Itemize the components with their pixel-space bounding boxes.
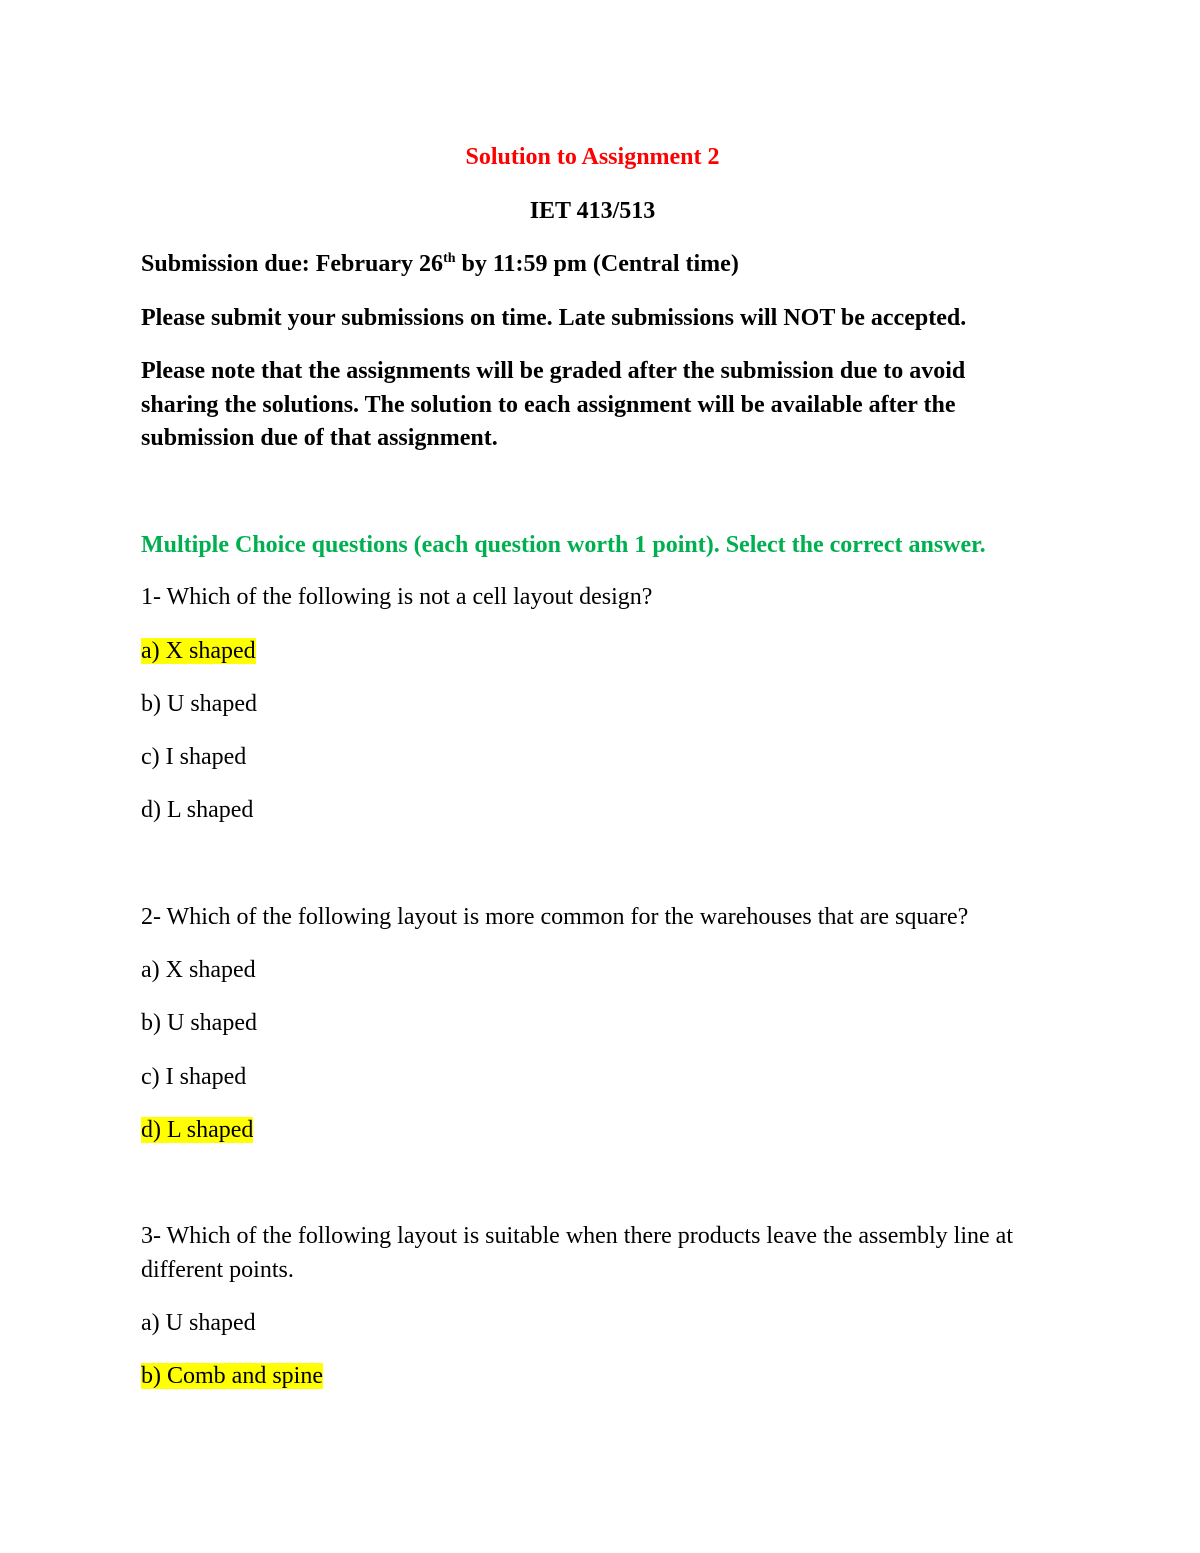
q3-option-b — [141, 1361, 323, 1391]
section-heading: Multiple Choice questions (each question worth 1 point). Select the correct answer. — [141, 532, 986, 558]
submission-due-suffix: by 11:59 pm (Central time) — [455, 251, 739, 277]
q2-option-d — [141, 1115, 253, 1145]
q1-option-a — [141, 636, 256, 666]
question-3: 3- Which of the following layout is suitable when there products leave the assembly line at different points. — [141, 1223, 1013, 1283]
correct-answer-highlight: b) Comb and spine — [141, 1363, 323, 1389]
submission-due-ordinal: th — [443, 251, 456, 266]
q1-option-d: d) L shaped — [141, 797, 254, 823]
course-code: IET 413/513 — [529, 198, 656, 224]
grading-note: Please note that the assignments will be graded after the submission due to avoid sharing the solutions. The solution to each assignment will be available after the submission due of that assignment. — [141, 358, 966, 451]
document-title: Solution to Assignment 2 — [465, 144, 720, 170]
q2-option-a: a) X shaped — [141, 957, 256, 983]
question-2: 2- Which of the following layout is more common for the warehouses that are square? — [141, 904, 969, 930]
question-1: 1- Which of the following is not a cell layout design? — [141, 584, 653, 610]
correct-answer-highlight: d) L shaped — [141, 1117, 254, 1143]
ontime-note: Please submit your submissions on time. Late submissions will NOT be accepted. — [141, 305, 967, 331]
q3-option-a: a) U shaped — [141, 1310, 256, 1336]
q1-option-b: b) U shaped — [141, 691, 257, 717]
q2-option-c: c) I shaped — [141, 1064, 247, 1090]
submission-due-prefix: Submission due: February 26 — [141, 251, 444, 277]
q2-option-b: b) U shaped — [141, 1010, 257, 1036]
q1-option-c: c) I shaped — [141, 744, 247, 770]
submission-due — [141, 249, 739, 279]
correct-answer-highlight: a) X shaped — [141, 638, 256, 664]
